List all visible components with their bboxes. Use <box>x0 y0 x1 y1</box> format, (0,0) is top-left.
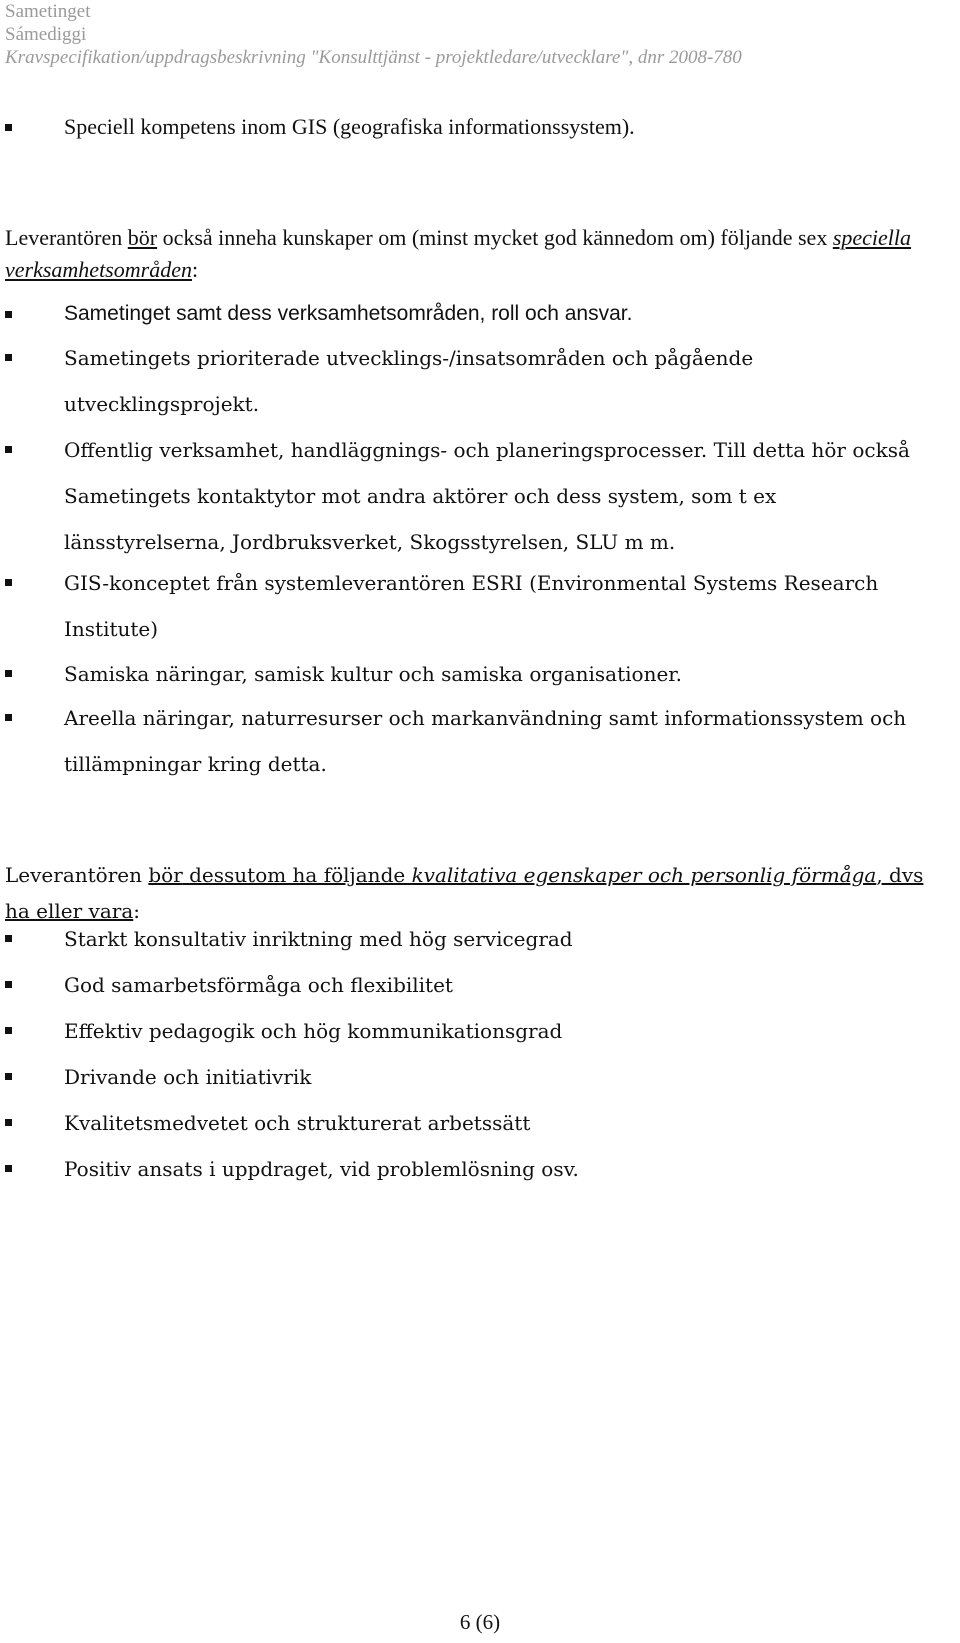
header-org-name: Sametinget <box>5 1 91 22</box>
bullet-icon <box>5 354 12 361</box>
page-header <box>5 0 742 69</box>
document-page: Sametinget Sámediggi Kravspecifikation/uppdragsbeskrivning "Konsulttjänst - projektledare/utvecklare", dnr 2008-780 Speciell kompetens inom GIS (geografiska informationssystem). Leverantören bör också inneha kunskaper om (minst mycket god kännedom om) följande sex speciella verksamhetsområden: Sametinget samt dess verksamhetsområden, roll och ansvar. Sametingets prioriterade utvecklings-/insatsområden och pågående utvecklingsprojekt. Offentlig verksamhet, handläggnings- och planeringsprocesser. Till detta hör också Sametingets kontaktytor mot andra aktörer och dess system, som t ex länsstyrelserna, Jordbruksverket, Skogsstyrelsen, SLU m m. GIS-konceptet från systemleverantören ESRI (Environmental Systems Research Institute) Samiska näringar, samisk kultur och samiska organisationer. Areella näringar, naturresurser och markanvändning samt informationssystem och tillämpningar kring detta. Leverantören bör dessutom ha följande kvalitativa egenskaper och personlig förmåga, dvs ha eller vara: Starkt konsultativ inriktning med hög servicegrad God samarbetsförmåga och flexibilitet Effektiv pedagogik och hög kommunikationsgrad Drivande och initiativrik Kvalitetsmedvetet och strukturerat arbetssätt Positiv ansats i uppdraget, vid problemlösning osv. 6 (6) <box>0 0 960 1643</box>
bullet-icon <box>5 981 12 988</box>
header-document-title: Kravspecifikation/uppdragsbeskrivning "Konsulttjänst - projektledare/utvecklare", dnr 2008-780 <box>5 47 742 68</box>
bullet-icon <box>5 446 12 453</box>
bullet-icon <box>5 1073 12 1080</box>
bullet-icon <box>5 1027 12 1034</box>
page-number: 6 (6) <box>459 1610 501 1634</box>
bullet-icon <box>5 935 12 942</box>
bullet-icon <box>5 124 12 131</box>
bullet-icon <box>5 311 12 318</box>
bullet-icon <box>5 579 12 586</box>
bullet-icon <box>5 1119 12 1126</box>
bullet-icon <box>5 714 12 721</box>
paragraph-qualities-intro: Leverantören bör dessutom ha följande kvalitativa egenskaper och personlig förmåga, dvs ha eller vara: <box>5 863 924 923</box>
bullet-icon <box>5 1165 12 1172</box>
header-org-name-sami: Sámediggi <box>5 24 87 45</box>
paragraph-areas-intro: Leverantören bör också inneha kunskaper om (minst mycket god kännedom om) följande sex speciella verksamhetsområden: <box>5 225 912 282</box>
bullet-icon <box>5 670 12 677</box>
